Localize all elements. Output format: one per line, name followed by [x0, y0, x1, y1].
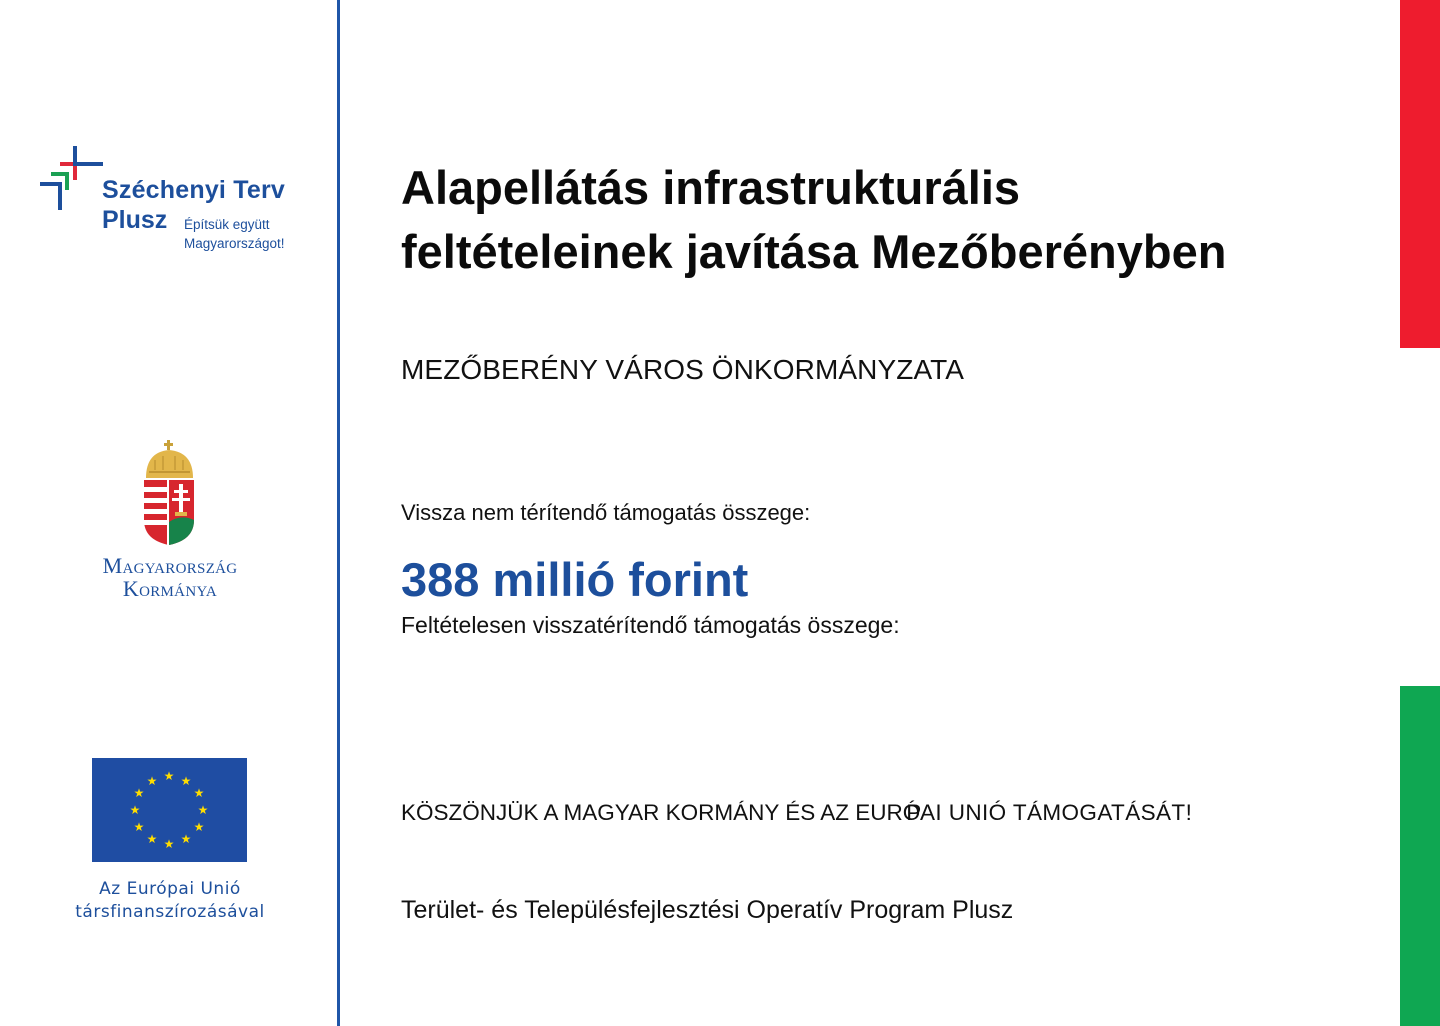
- szechenyi-terv-logo: [40, 146, 310, 256]
- slogan-line-2: Magyarországot!: [184, 236, 285, 251]
- szechenyi-title: Széchenyi Terv: [102, 176, 285, 204]
- szechenyi-slogan: [184, 215, 285, 253]
- svg-text:★: ★: [129, 803, 141, 817]
- svg-text:★: ★: [197, 803, 209, 817]
- program-name: Terület- és Településfejlesztési Operatív Program Plusz: [401, 896, 1014, 924]
- thanks-message: [401, 800, 1192, 826]
- svg-text:★: ★: [133, 820, 145, 834]
- svg-text:★: ★: [163, 769, 175, 783]
- project-title-line-1: Alapellátás infrastrukturális: [401, 161, 1021, 214]
- project-title: [401, 156, 1226, 284]
- grant-label: Vissza nem térítendő támogatás összege:: [401, 500, 811, 525]
- hungarian-government-logo: [70, 440, 270, 605]
- szechenyi-cross-icon: [40, 146, 104, 212]
- government-line-1: Magyarország: [102, 553, 238, 578]
- svg-text:★: ★: [193, 820, 205, 834]
- eu-logo: [55, 758, 285, 928]
- svg-text:★: ★: [180, 774, 192, 788]
- grant-amount: 388 millió forint: [401, 553, 749, 606]
- thanks-message-suffix: PAI UNIÓ TÁMOGATÁSÁT!: [906, 800, 1193, 825]
- project-title-line-2: feltételeinek javítása Mezőberényben: [401, 225, 1227, 278]
- flag-stripe-green: [1400, 686, 1440, 1026]
- conditional-grant-label: Feltételesen visszatérítendő támogatás összege:: [401, 612, 900, 638]
- svg-text:★: ★: [133, 786, 145, 800]
- government-line-2: Kormánya: [122, 576, 218, 601]
- thanks-message-prefix: KÖSZÖNJÜK A MAGYAR KORMÁNY ÉS AZ EURÓ: [401, 800, 921, 825]
- government-name: [70, 554, 270, 600]
- svg-text:★: ★: [163, 837, 175, 851]
- svg-text:★: ★: [180, 832, 192, 846]
- flag-stripe-red: [1400, 0, 1440, 348]
- svg-text:★: ★: [146, 774, 158, 788]
- eu-flag-icon: [92, 758, 247, 862]
- beneficiary-name: MEZŐBERÉNY VÁROS ÖNKORMÁNYZATA: [401, 354, 965, 385]
- szechenyi-plusz: Plusz: [102, 206, 168, 234]
- eu-line-2: társfinanszírozásával: [75, 902, 265, 922]
- hungarian-coat-of-arms-icon: [141, 440, 199, 548]
- svg-text:★: ★: [146, 832, 158, 846]
- eu-cofinancing-text: [55, 878, 285, 924]
- eu-line-1: Az Európai Unió: [99, 879, 241, 899]
- slogan-line-1: Építsük együtt: [184, 217, 270, 232]
- svg-text:★: ★: [193, 786, 205, 800]
- vertical-divider: [337, 0, 340, 1026]
